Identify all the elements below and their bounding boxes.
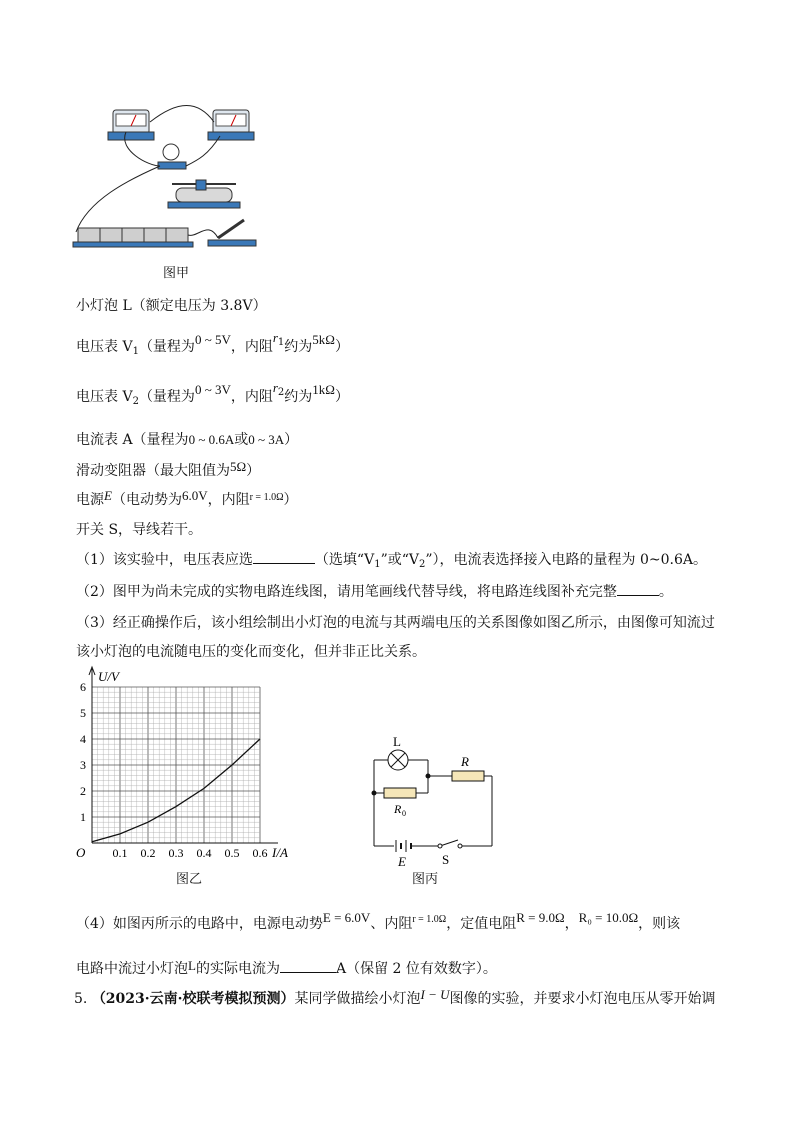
y-axis-label: U/V xyxy=(98,669,119,684)
v1-r: ，内阻 xyxy=(230,339,273,355)
q5-source-tag: （2023·云南·校联考模拟预测） xyxy=(91,991,295,1007)
item-v1 xyxy=(76,330,349,357)
rheostat-val: 5Ω xyxy=(230,459,247,474)
q5-text-a: 某同学做描绘小灯泡 xyxy=(294,991,421,1007)
item-bulb-text: 小灯泡 L（额定电压为 3.8V） xyxy=(76,298,267,314)
y-tick-label: 2 xyxy=(80,784,86,798)
ammeter-label: 电流表 A（量程为 xyxy=(76,432,189,448)
battery-device xyxy=(73,228,193,247)
q1-text-c: ”或“V xyxy=(380,552,420,568)
v2-label: 电压表 V xyxy=(76,389,133,405)
q4-line2-b: 的实际电流为 xyxy=(195,961,280,977)
q1-sub2: 2 xyxy=(419,559,426,570)
x-tick-label: 0.5 xyxy=(224,846,240,858)
question-4-line1 xyxy=(76,910,681,933)
source-emf: 6.0V xyxy=(181,488,208,503)
figure-jia-apparatus xyxy=(68,100,268,260)
question-1 xyxy=(76,549,707,570)
q4-line2-c: A（保留 2 位有效数字）。 xyxy=(335,961,497,977)
item-switch xyxy=(76,519,202,539)
resistor-r-symbol xyxy=(452,771,484,781)
y-tick-label: 5 xyxy=(80,706,86,720)
v1-sub: 1 xyxy=(132,346,139,357)
q4-R0: R₀ = 10.0Ω xyxy=(578,910,639,925)
rheostat-label: 滑动变阻器（最大阻值为 xyxy=(76,463,230,479)
question-2 xyxy=(76,581,673,601)
ammeter-end: ） xyxy=(284,432,299,448)
voltmeter-device xyxy=(108,110,154,140)
question-3-line1 xyxy=(76,612,715,632)
q1-text-a: （1）该实验中，电压表应选 xyxy=(76,552,253,568)
v1-range: 0 ~ 5V xyxy=(194,332,231,347)
v1-rsub: 1 xyxy=(277,337,285,348)
figure-jia-caption: 图甲 xyxy=(163,266,190,281)
figure-bing-caption: 图丙 xyxy=(412,872,439,887)
y-tick-label: 1 xyxy=(80,810,86,824)
item-v2 xyxy=(76,380,349,407)
q5-iu: I − U xyxy=(420,987,450,1002)
resistor-r0-sub: 0 xyxy=(402,809,406,818)
item-bulb xyxy=(76,295,267,315)
question-5 xyxy=(74,988,716,1008)
q4-text-c: ，定值电阻 xyxy=(446,916,517,932)
y-tick-label: 6 xyxy=(80,680,86,694)
q3-text-1: （3）经正确操作后，该小组绘制出小灯泡的电流与其两端电压的关系图像如图乙所示，由图像可知流过 xyxy=(76,615,715,631)
source-r: ，内阻 xyxy=(207,492,250,508)
resistor-r0-symbol xyxy=(384,788,416,798)
x-tick-label: 0.4 xyxy=(196,846,212,858)
source-label-e: E xyxy=(398,854,406,869)
v2-rsym: r xyxy=(272,380,278,395)
v2-val: 1kΩ xyxy=(312,382,335,397)
item-rheostat xyxy=(76,460,260,480)
v1-end: ） xyxy=(334,339,349,355)
v2-rsub: 2 xyxy=(277,387,285,398)
q3-text-2: 该小灯泡的电流随电压的变化而变化，但并非正比关系。 xyxy=(76,644,426,660)
q4-L: L xyxy=(188,958,196,973)
origin-label: O xyxy=(76,845,86,858)
figure-bing-circuit xyxy=(360,730,510,870)
v1-mid: （量程为 xyxy=(138,339,195,355)
q4-text-d: ， xyxy=(564,916,579,932)
v2-end: ） xyxy=(334,389,349,405)
x-axis-label: I/A xyxy=(272,845,288,858)
switch-label-s: S xyxy=(442,852,450,867)
x-tick-label: 0.1 xyxy=(112,846,128,858)
q2-text: （2）图甲为尚未完成的实物电路连线图，请用笔画线代替导线，将电路连线图补充完整 xyxy=(76,584,617,600)
question-3-line2 xyxy=(76,641,426,661)
ammeter-range1: 0 ~ 0.6A xyxy=(188,432,235,447)
y-tick-label: 4 xyxy=(80,732,86,746)
q4-R: R = 9.0Ω xyxy=(516,910,565,925)
q1-sub1: 1 xyxy=(374,559,381,570)
source-label: 电源 xyxy=(76,492,104,508)
chart-axes xyxy=(89,667,278,843)
item-source xyxy=(76,489,298,509)
v1-val: 5kΩ xyxy=(312,332,335,347)
q2-end: 。 xyxy=(658,584,673,600)
q4-text-b: 、内阻 xyxy=(370,916,413,932)
q4-E: E = 6.0V xyxy=(322,910,371,925)
q4-text-a: （4）如图丙所示的电路中，电源电动势 xyxy=(76,916,323,932)
resistor-r-label: R xyxy=(461,754,469,769)
v2-mid: （量程为 xyxy=(138,389,195,405)
v2-range: 0 ~ 3V xyxy=(194,382,231,397)
x-tick-label: 0.3 xyxy=(168,846,184,858)
figure-yi-chart xyxy=(70,663,310,858)
source-rval: r = 1.0Ω xyxy=(249,492,284,503)
q2-answer-blank[interactable] xyxy=(617,583,659,596)
q1-text-b: （选填“V xyxy=(314,552,375,568)
q4-answer-blank[interactable] xyxy=(280,960,336,973)
x-tick-label: 0.2 xyxy=(140,846,156,858)
q1-text-d: ”），电流表选择接入电路的量程为 0~0.6A。 xyxy=(425,552,708,568)
switch-device xyxy=(208,220,256,246)
v1-yue: 约为 xyxy=(284,339,313,355)
q4-text-e: ，则该 xyxy=(638,916,681,932)
q4-r: r = 1.0Ω xyxy=(412,914,447,925)
resistor-r0-label: R xyxy=(394,802,402,816)
y-tick-label: 3 xyxy=(80,758,86,772)
source-end: ） xyxy=(283,492,298,508)
question-4-line2 xyxy=(76,958,497,978)
lamp-label: L xyxy=(393,734,401,749)
rheostat-device xyxy=(168,180,240,208)
v2-r: ，内阻 xyxy=(230,389,273,405)
v2-yue: 约为 xyxy=(284,389,313,405)
ammeter-or: 或 xyxy=(234,432,249,448)
chart-grid xyxy=(92,687,260,843)
bulb-device xyxy=(158,144,186,169)
x-tick-label: 0.6 xyxy=(252,846,268,858)
q4-line2-a: 电路中流过小灯泡 xyxy=(76,961,188,977)
ammeter-device xyxy=(208,110,254,140)
figure-yi-caption: 图乙 xyxy=(176,872,203,887)
q1-answer-blank[interactable] xyxy=(253,551,315,564)
rheostat-end: ） xyxy=(246,463,261,479)
lamp-symbol xyxy=(388,750,408,770)
q5-text-b: 图像的实验，并要求小灯泡电压从零开始调 xyxy=(449,991,716,1007)
ammeter-range2: 0 ~ 3A xyxy=(248,432,285,447)
v2-sub: 2 xyxy=(132,396,139,407)
source-mid: （电动势为 xyxy=(111,492,182,508)
item-switch-text: 开关 S，导线若干。 xyxy=(76,522,203,538)
battery-symbol xyxy=(396,840,411,852)
v1-label: 电压表 V xyxy=(76,339,133,355)
source-E: E xyxy=(104,488,112,503)
v1-rsym: r xyxy=(272,330,278,345)
item-ammeter xyxy=(76,429,298,449)
q5-number: 5. xyxy=(74,991,88,1007)
